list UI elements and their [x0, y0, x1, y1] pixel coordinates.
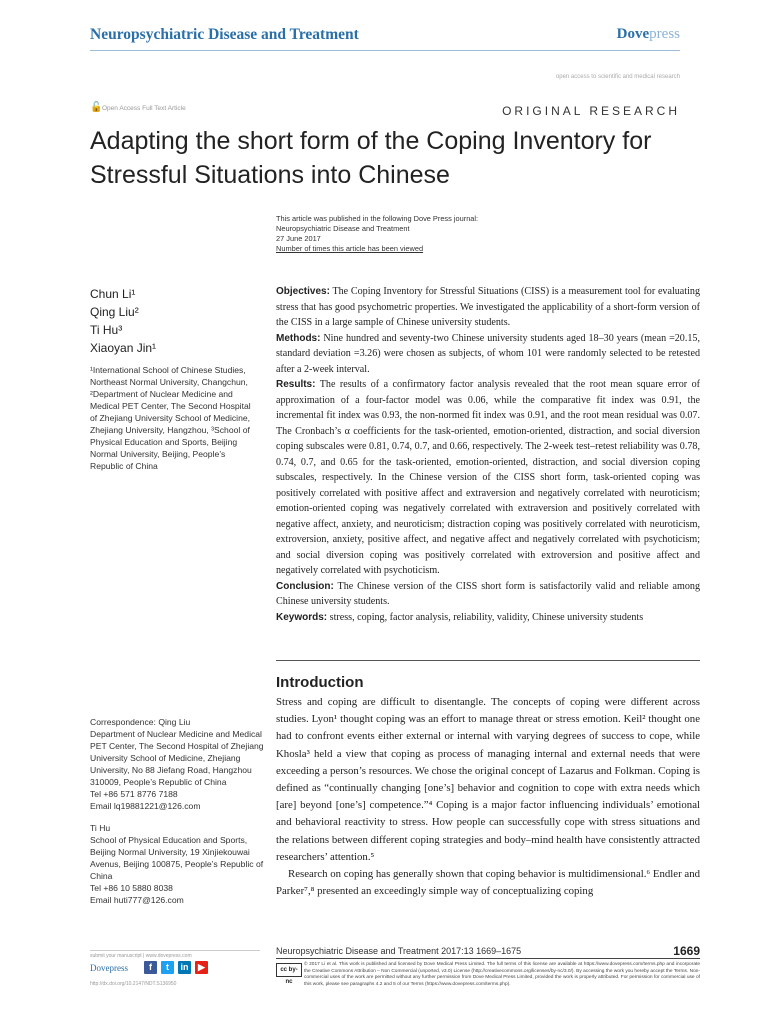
footer-rule [276, 958, 700, 959]
abstract-objectives [276, 284, 700, 331]
page-number: 1669 [673, 944, 700, 958]
footer-publisher-logo[interactable]: Dovepress [90, 963, 128, 973]
journal-name[interactable]: Neuropsychiatric Disease and Treatment [90, 26, 359, 43]
label: Objectives: [276, 286, 330, 297]
author-item: Qing Liu² [90, 305, 139, 319]
correspondence-primary: Correspondence: Qing Liu Department of Nuclear Medicine and Medical PET Center, The Second Hospital of Zhejiang University School of Medicine, Zhejiang University, No 88 Jiefang Road, Hangzhou 310009, People’s Republic of China Tel +86 571 8776 7188 Email lq19881221@126.com [90, 717, 264, 811]
license-text: © 2017 Li et al. This work is published and licensed by Dove Medical Press Limited. The full terms of this license are available at https://www.dovepress.com/terms.php and incorporate the Creative Commons Attribution – Non Commercial (unported, v3.0) License (http://creativecommons.org/licenses/by-nc/3.0/). By accessing the work you hereby accept the Terms. Non-commercial uses of the work are permitted without any further permission from Dove Medical Press Limited, provided the work is properly attributed. For permission for commercial use of this work, please see paragraphs 4.2 and 5 of our Terms (https://www.dovepress.com/terms.php). [304, 962, 700, 987]
pubinfo-journal: Neuropsychiatric Disease and Treatment [276, 224, 410, 233]
introduction-body [276, 694, 700, 900]
correspondence-secondary: Ti Hu School of Physical Education and Sports, Beijing Normal University, 19 Xinjiekouwai Avenus, Beijing 100875, People’s Republic of China Tel +86 10 5880 8038 Email huti777@126.com [90, 823, 264, 905]
label: Conclusion: [276, 580, 334, 592]
linkedin-icon[interactable]: in [178, 961, 191, 974]
abstract [276, 284, 700, 625]
paragraph: Research on coping has generally shown that coping behavior is multidimensional.⁶ Endler and Parker⁷,⁸ presented an exceedingly simple way of conceptualizing coping [276, 868, 700, 898]
publication-info [276, 214, 478, 254]
abstract-methods [276, 331, 700, 378]
text: stress, coping, factor analysis, reliability, validity, Chinese university students [327, 611, 644, 623]
publisher-logo-bold: Dove [616, 26, 650, 42]
section-heading: Introduction [276, 674, 364, 691]
header-rule [90, 50, 680, 51]
twitter-icon[interactable]: t [161, 961, 174, 974]
publisher-logo-light: press [649, 26, 680, 42]
open-access-label [90, 103, 186, 113]
author-list [90, 285, 156, 357]
publisher-logo[interactable] [617, 26, 680, 43]
open-access-text: Open Access Full Text Article [102, 104, 186, 112]
publisher-tagline: open access to scientific and medical research [555, 74, 680, 80]
label: Keywords: [276, 611, 328, 623]
text: Nine hundred and seventy-two Chinese university students aged 18–30 years (mean =20.15, standard deviation =3.26) were chosen as subjects, of whom 101 were randomly selected to be retested after a 2-week interval. [276, 332, 700, 375]
abstract-conclusion [276, 579, 700, 610]
author-item: Ti Hu³ [90, 323, 123, 337]
affiliations: ¹International School of Chinese Studies, Northeast Normal University, Changchun, ²Department of Nuclear Medicine and Medical PET Center, The Second Hospital of Zhejiang University School of Medicine, Zhejiang University, Hangzhou, ³School of Physical Education and Sports, Beijing Normal University, Beijing, People’s Republic of China [90, 365, 251, 471]
social-links [144, 961, 208, 974]
text: The Chinese version of the CISS short form is satisfactorily valid and reliable among Chinese university students. [276, 580, 700, 607]
views-link[interactable]: Number of times this article has been viewed [276, 244, 424, 253]
text: The results of a confirmatory factor analysis revealed that the root mean square error of approximation of a four-factor model was 0.06, while the comparative fit index was 0.91, the incremental fit index was 0.93, the non-normed fit index was 0.91, and the root mean residual was 0.07. The Cronbach’s α coefficients for the task-oriented, emotion-oriented, distraction, and social diversion coping subscales were 0.81, 0.74, 0.7, and 0.66, respectively. The 2-week test–retest reliability was 0.78, 0.74, 0.7, and 0.65 for the task-oriented, emotion-oriented, distraction, and social diversion coping subscales, respectively. In the Chinese version of the CISS short form, task-oriented coping was positively correlated with positive affect and extraversion and negatively correlated with neuroticism; emotion-oriented coping was negatively correlated with extraversion and positively correlated with negative affect, anxiety, and neuroticism; distraction coping was positively correlated with neuroticism, extroversion, anxiety, positive affect, and negative affect and negatively correlated with psychoticism; and social diversion coping was positively correlated with extroversion and positive affect and negatively correlated with psychoticism. [276, 379, 700, 576]
youtube-icon[interactable]: ▶ [195, 961, 208, 974]
article-type: ORIGINAL RESEARCH [502, 104, 680, 118]
pubinfo-date: 27 June 2017 [276, 234, 321, 243]
open-access-lock-icon: 🔓 [90, 102, 103, 113]
submit-manuscript-link[interactable]: submit your manuscript | www.dovepress.com [90, 953, 192, 959]
paragraph: Stress and coping are difficult to disentangle. The concepts of coping were different across studies. Lyon¹ thought coping was an effort to manage threat or stress emotion. Keil² thought one had to confront events either external or internal with varying degrees of success to cope, while Khosla³ held a view that coping as process of managing internal and external needs that were exceeding a person’s resources. We chose the original concept of Lazarus and Folkman. Coping is defined as “continually changing [one’s] behavior and cognition to cope with extra needs which [are] beyond [one’s] competence.”⁴ Coping is a major factor influencing individuals’ emotional and behavioral reactivity to stress. How people can successfully cope with stress situations and the relations between different coping strategies and body–mind health have consistently attracted researchers’ attention.⁵ [276, 696, 700, 863]
abstract-results [276, 377, 700, 579]
author-item: Chun Li¹ [90, 287, 136, 301]
cc-license-icon[interactable]: cc by-nc [276, 963, 302, 977]
correspondence [90, 716, 270, 916]
author-item: Xiaoyan Jin¹ [90, 341, 157, 355]
label: Results: [276, 379, 316, 390]
text: The Coping Inventory for Stressful Situations (CISS) is a measurement tool for evaluating stress that has good psychometric properties. We investigated the applicability of a short-form version of the CISS in a large sample of Chinese university students. [276, 286, 700, 328]
facebook-icon[interactable]: f [144, 961, 157, 974]
footer-left-rule [90, 950, 260, 951]
article-title: Adapting the short form of the Coping Inventory for Stressful Situations into Chinese [90, 127, 652, 189]
pubinfo-line: This article was published in the following Dove Press journal: [276, 214, 479, 223]
abstract-rule [276, 660, 700, 661]
footer-journal-ref: Neuropsychiatric Disease and Treatment 2017:13 1669–1675 [276, 946, 522, 956]
label: Methods: [276, 332, 321, 344]
abstract-keywords [276, 610, 700, 626]
doi-link[interactable]: http://dx.doi.org/10.2147/NDT.S136950 [90, 981, 177, 987]
